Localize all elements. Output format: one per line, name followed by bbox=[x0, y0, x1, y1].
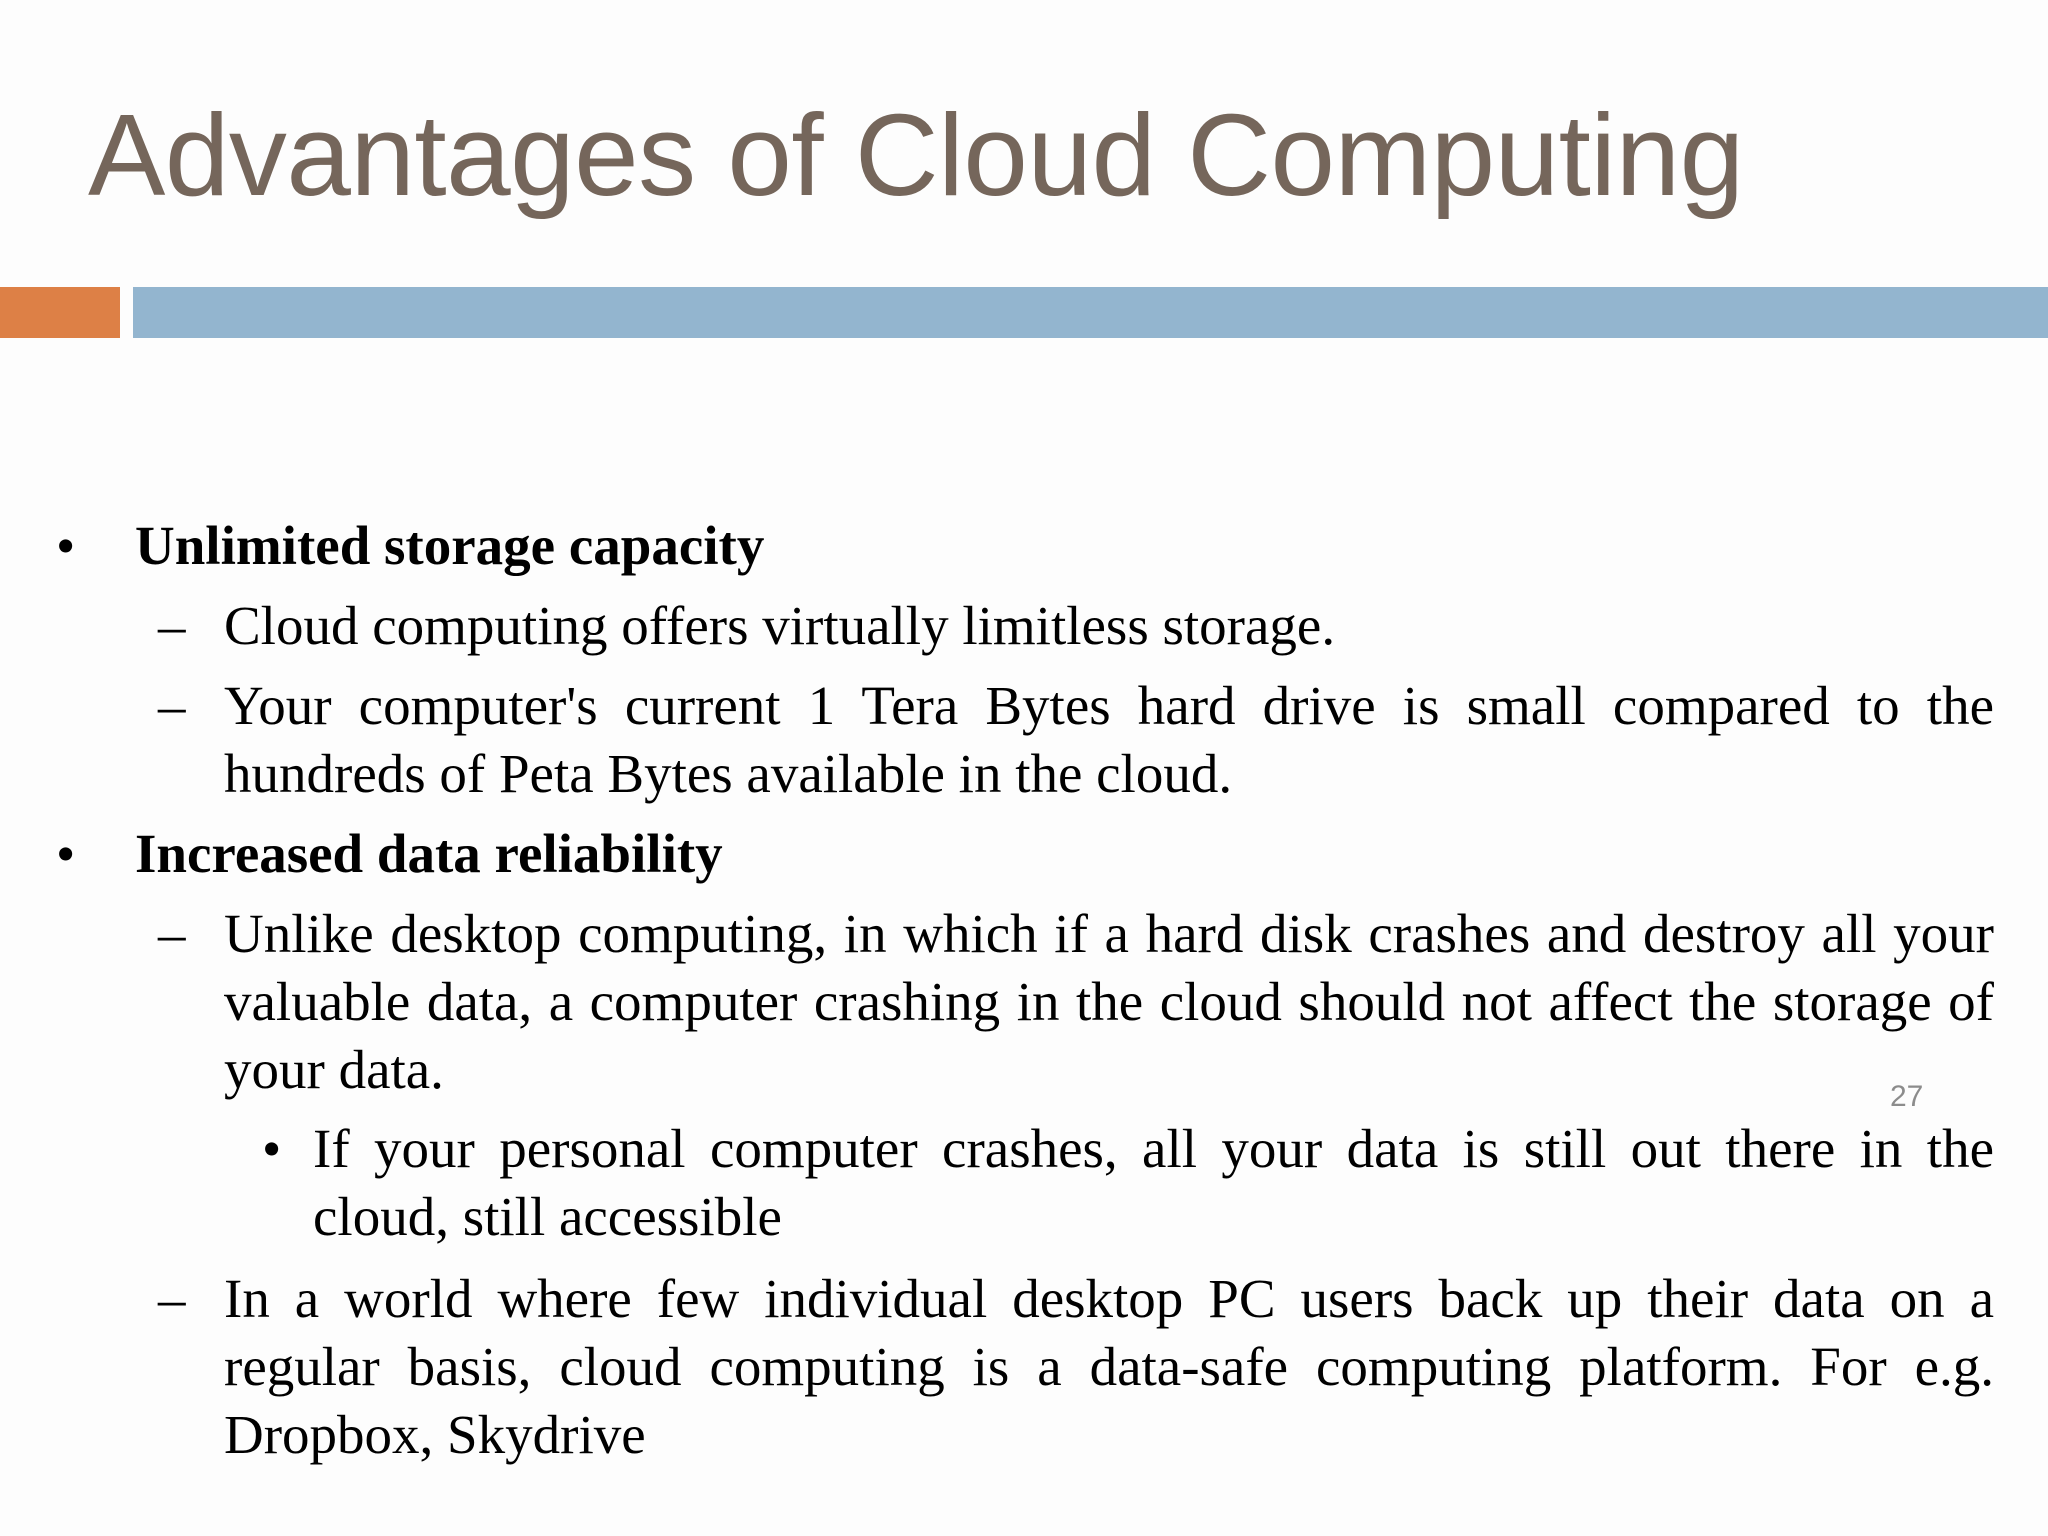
point-limitless-storage: Cloud computing offers virtually limitless storage. bbox=[224, 595, 1336, 656]
page-number: 27 bbox=[1890, 1080, 1924, 1113]
slide-title: Advantages of Cloud Computing bbox=[88, 90, 1744, 220]
bullet-heading-storage: Unlimited storage capacity bbox=[135, 515, 765, 576]
point-tera-bytes: Your computer's current 1 Tera Bytes hard drive is small compared to the hundreds of Peta Bytes available in the cloud. bbox=[224, 675, 1994, 804]
point-data-safe: In a world where few individual desktop PC users back up their data on a regular basis, cloud computing is a data-safe computing platform. For e.g. Dropbox, Skydrive bbox=[224, 1268, 1994, 1465]
bullet-icon: • bbox=[56, 823, 76, 884]
bullet-icon: • bbox=[56, 515, 76, 576]
dash-icon: – bbox=[158, 595, 186, 656]
dash-icon: – bbox=[158, 675, 186, 736]
sub-point-pc-crash: If your personal computer crashes, all your data is still out there in the cloud, still accessible bbox=[313, 1118, 1994, 1247]
dash-icon: – bbox=[158, 903, 186, 964]
dash-icon: – bbox=[158, 1268, 186, 1329]
sub-bullet-icon: • bbox=[262, 1118, 282, 1179]
point-desktop-crash: Unlike desktop computing, in which if a hard disk crashes and destroy all your valuable data, a computer crashing in the cloud should not affect the storage of your data. bbox=[224, 903, 1994, 1100]
bullet-heading-reliability: Increased data reliability bbox=[135, 823, 723, 884]
